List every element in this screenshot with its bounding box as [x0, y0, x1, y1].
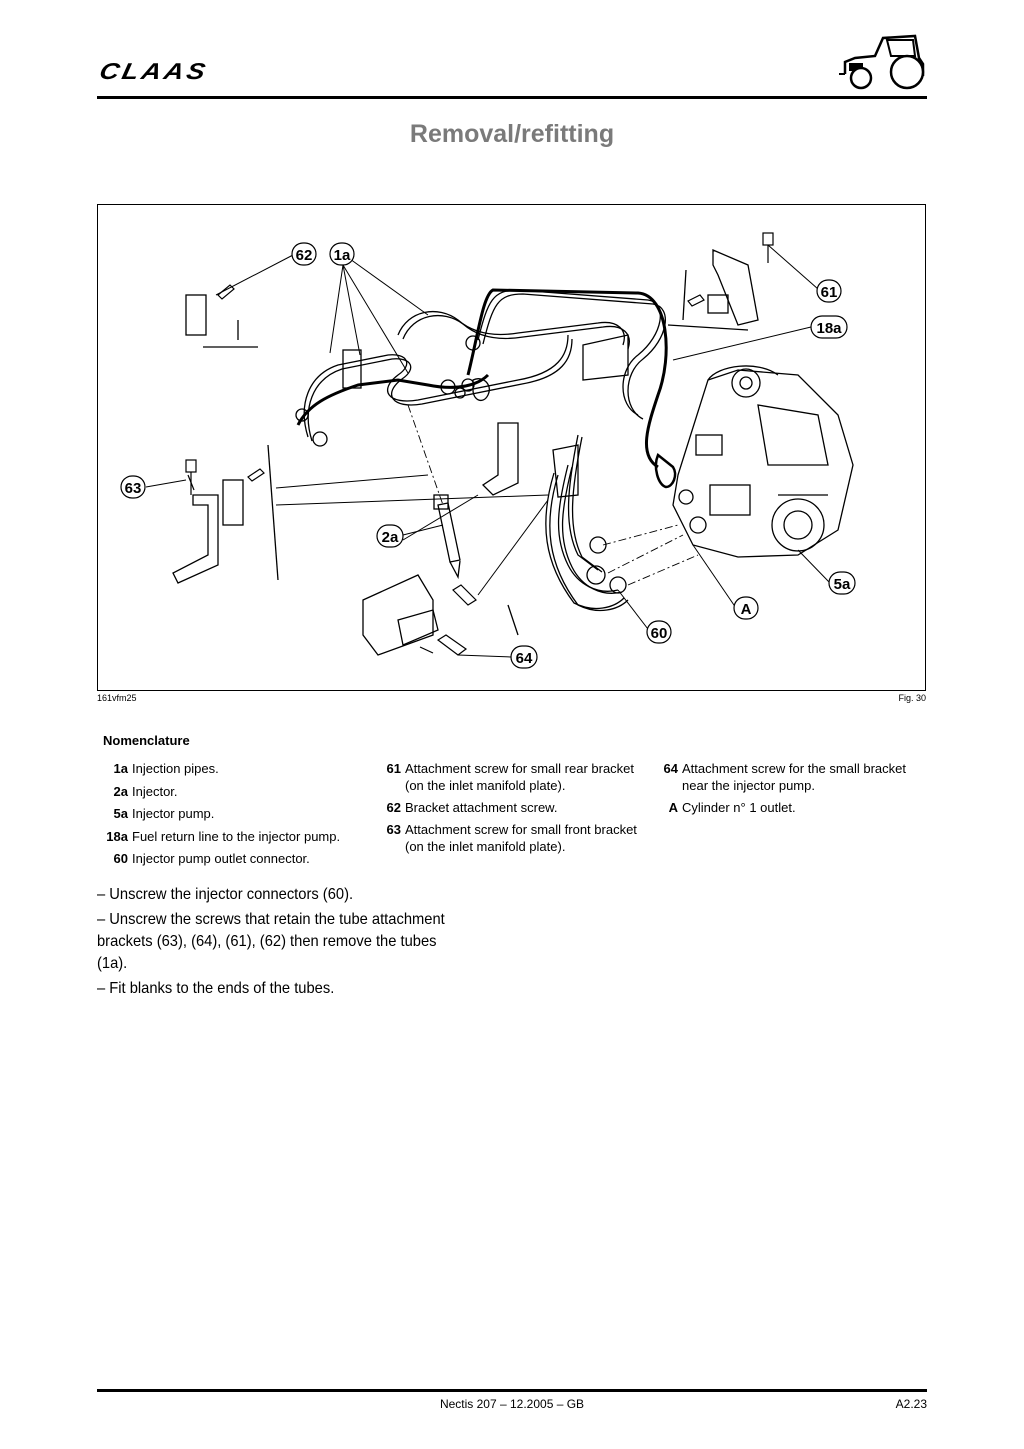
list-item	[374, 760, 650, 794]
list-item	[651, 799, 931, 816]
item-text: Injector pump.	[132, 806, 215, 821]
header-rule	[97, 96, 927, 99]
svg-text:63: 63	[124, 480, 142, 497]
list-item	[100, 805, 370, 822]
item-code: A	[668, 800, 678, 815]
svg-text:60: 60	[650, 625, 668, 642]
nomenclature-column-1	[100, 760, 370, 873]
instructions	[97, 884, 465, 1003]
list-item	[100, 828, 370, 845]
list-item	[100, 850, 370, 867]
item-code: 61	[386, 761, 401, 776]
svg-text:5a: 5a	[833, 576, 851, 593]
instruction-step: – Fit blanks to the ends of the tubes.	[97, 980, 335, 997]
list-item	[374, 799, 650, 816]
callout-61	[817, 280, 841, 302]
callout-1a	[330, 243, 354, 265]
callout-18a	[811, 316, 847, 338]
figure-number: Fig. 30	[898, 693, 926, 703]
item-text: Injector pump outlet connector.	[132, 851, 310, 866]
svg-text:2a: 2a	[381, 529, 399, 546]
svg-text:18a: 18a	[816, 320, 842, 337]
callout-5a	[829, 572, 855, 594]
footer-rule	[97, 1389, 927, 1392]
page-title: Removal/refitting	[409, 120, 615, 148]
tractor-icon	[831, 30, 927, 90]
list-item	[651, 760, 931, 794]
item-text: Bracket attachment screw.	[405, 800, 558, 815]
figure-frame	[97, 204, 926, 691]
item-text: Attachment screw for the small bracket near the injector pump.	[682, 761, 906, 793]
callout-62	[292, 243, 316, 265]
list-item	[100, 783, 370, 800]
item-text: Injection pipes.	[132, 761, 219, 776]
nomenclature-column-3	[651, 760, 931, 821]
item-code: 2a	[113, 783, 128, 799]
instruction-step: – Unscrew the injector connectors (60).	[97, 886, 354, 903]
item-code: 62	[386, 800, 401, 815]
item-code: 1a	[113, 761, 128, 776]
list-item	[374, 821, 650, 855]
callout-60	[647, 621, 671, 643]
page-number: A2.23	[895, 1397, 927, 1411]
svg-text:1a: 1a	[333, 247, 351, 264]
svg-text:62: 62	[295, 247, 313, 264]
callout-63	[121, 476, 145, 498]
fuel-injection-diagram	[98, 205, 927, 692]
callout-2a	[377, 525, 403, 547]
page-header	[97, 28, 927, 98]
figure-code: 161vfm25	[97, 693, 137, 703]
item-code: 63	[386, 822, 401, 837]
nomenclature-title: Nomenclature	[103, 733, 190, 748]
item-text: Attachment screw for small front bracket (on the inlet manifold plate).	[405, 822, 637, 854]
callout-64	[511, 646, 537, 668]
svg-text:61: 61	[820, 284, 838, 301]
svg-text:A: A	[740, 601, 752, 618]
item-code: 5a	[113, 806, 128, 821]
list-item	[100, 760, 370, 777]
item-code: 60	[113, 851, 128, 866]
footer-doc-ref: Nectis 207 – 12.2005 – GB	[439, 1397, 585, 1411]
instruction-step: – Unscrew the screws that retain the tube attachment brackets (63), (64), (61), (62) then remove the tubes (1a).	[97, 911, 445, 972]
nomenclature-column-2	[374, 760, 650, 860]
item-code: 18a	[106, 828, 128, 844]
brand-logo: CLAAS	[97, 58, 211, 85]
item-text: Injector.	[132, 783, 178, 799]
callout-A	[734, 597, 758, 619]
item-text: Cylinder n° 1 outlet.	[682, 800, 796, 815]
item-code: 64	[663, 761, 678, 776]
item-text: Fuel return line to the injector pump.	[132, 828, 341, 844]
svg-text:64: 64	[515, 650, 533, 667]
item-text: Attachment screw for small rear bracket (on the inlet manifold plate).	[405, 761, 635, 793]
